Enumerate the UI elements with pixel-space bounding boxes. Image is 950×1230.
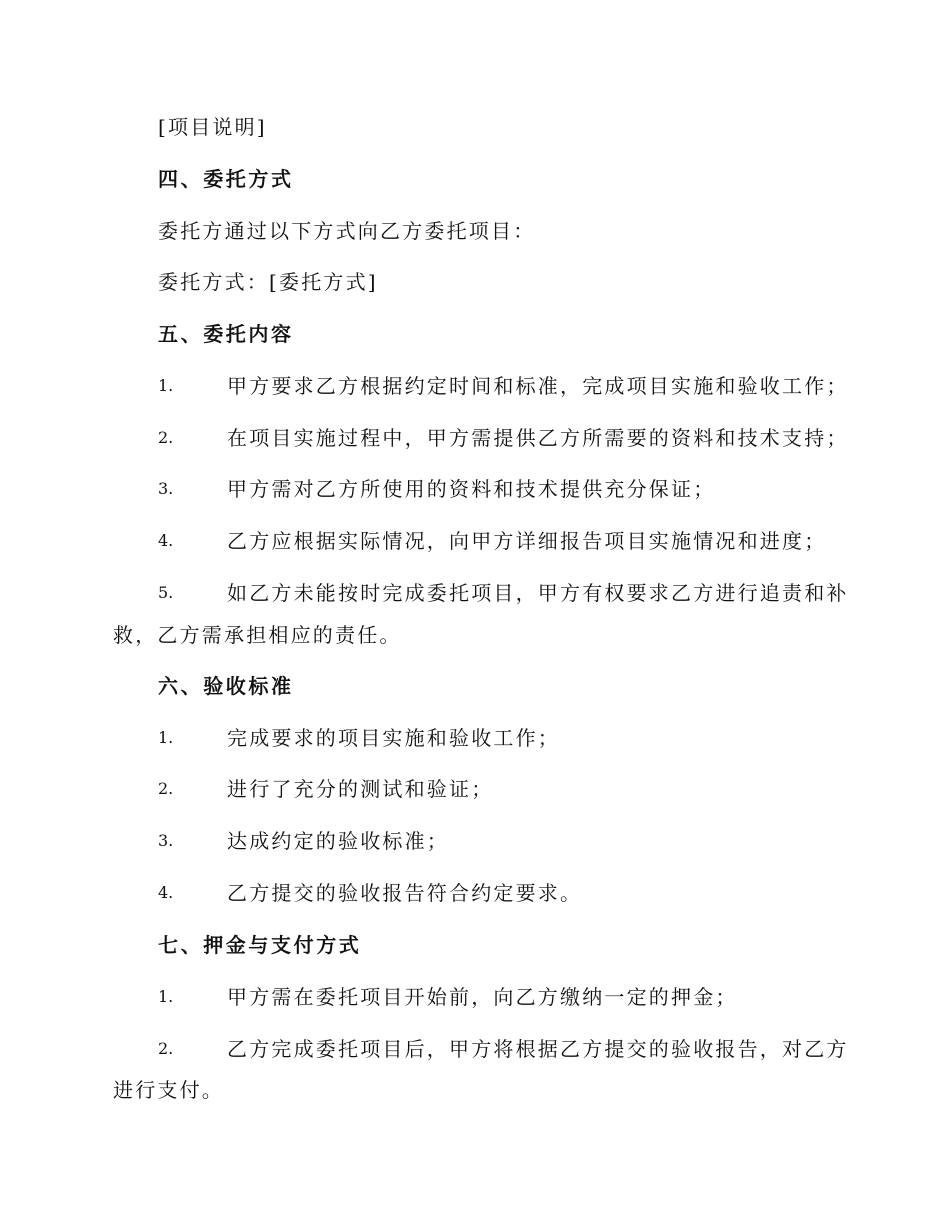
list-item-text: 甲方需在委托项目开始前，向乙方缴纳一定的押金； [227, 985, 738, 1009]
list-item-text: 乙方完成委托项目后，甲方将根据乙方提交的验收报告，对乙方 [227, 1037, 849, 1061]
list-item-text: 进行了充分的测试和验证； [227, 777, 494, 801]
section4-heading: 四、委托方式 [158, 167, 294, 191]
list-item-continuation: 救，乙方需承担相应的责任。 [113, 623, 402, 647]
list-item-number: 4. [158, 531, 174, 550]
section4-paragraph-1: 委托方通过以下方式向乙方委托项目： [158, 219, 536, 243]
list-item-number: 2. [158, 779, 174, 798]
list-item-text: 乙方提交的验收报告符合约定要求。 [227, 881, 583, 905]
list-item-number: 1. [158, 728, 174, 747]
list-item-text: 如乙方未能按时完成委托项目，甲方有权要求乙方进行追责和补 [227, 581, 849, 605]
list-item-text: 甲方要求乙方根据约定时间和标准，完成项目实施和验收工作； [227, 374, 849, 398]
section4-paragraph-2: 委托方式：[委托方式] [158, 270, 378, 294]
list-item-number: 1. [158, 987, 174, 1006]
project-note: [项目说明] [158, 115, 267, 139]
section6-heading: 六、验收标准 [158, 674, 294, 698]
list-item-text: 在项目实施过程中，甲方需提供乙方所需要的资料和技术支持； [227, 426, 849, 450]
list-item-number: 3. [158, 831, 174, 850]
list-item-number: 2. [158, 428, 174, 447]
section5-heading: 五、委托内容 [158, 322, 294, 346]
list-item-number: 5. [158, 583, 174, 602]
list-item-text: 甲方需对乙方所使用的资料和技术提供充分保证； [227, 477, 716, 501]
list-item-number: 2. [158, 1039, 174, 1058]
list-item-text: 达成约定的验收标准； [227, 829, 449, 853]
list-item-number: 4. [158, 883, 174, 902]
list-item-number: 1. [158, 376, 174, 395]
list-item-text: 完成要求的项目实施和验收工作； [227, 726, 560, 750]
list-item-continuation: 进行支付。 [113, 1078, 224, 1102]
section7-heading: 七、押金与支付方式 [158, 933, 362, 957]
list-item-text: 乙方应根据实际情况，向甲方详细报告项目实施情况和进度； [227, 529, 827, 553]
list-item-number: 3. [158, 479, 174, 498]
